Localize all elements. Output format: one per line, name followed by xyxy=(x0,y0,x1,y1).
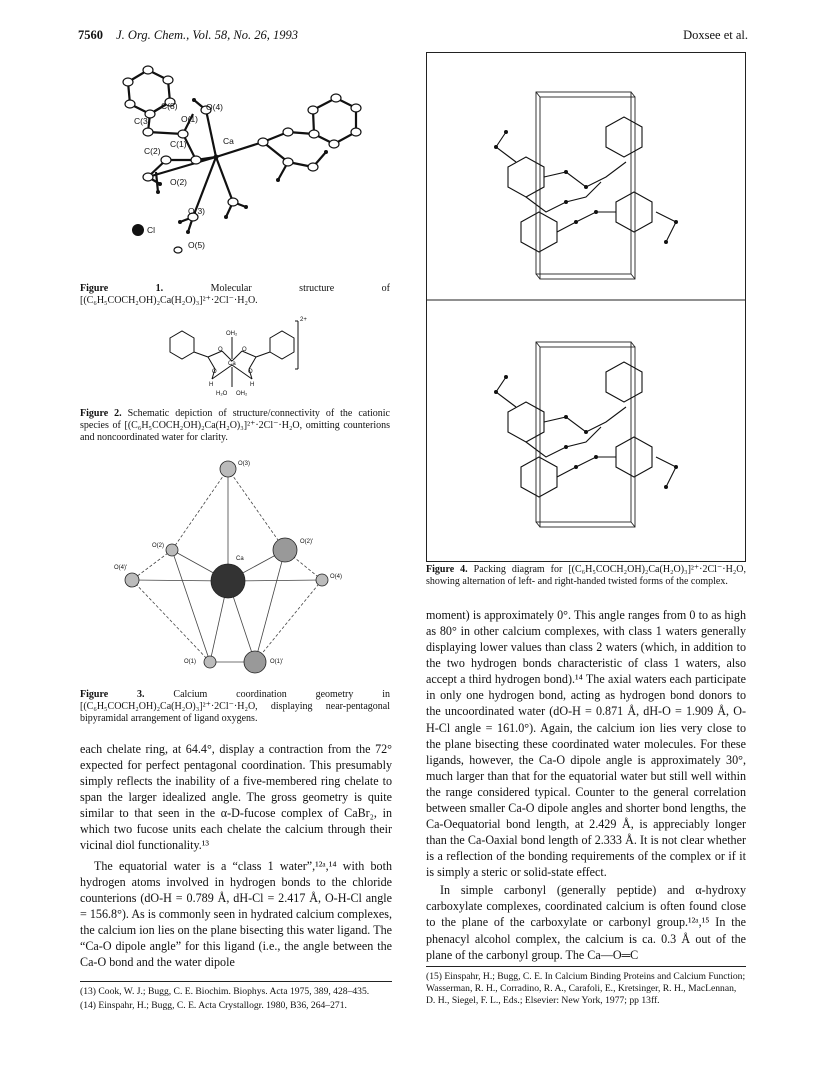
figure1-caption-label: Figure 1. xyxy=(80,283,164,294)
running-header xyxy=(78,28,748,46)
f1-label-ca: Ca xyxy=(223,136,234,146)
f1-label-o4: O(4) xyxy=(206,102,223,112)
figure2-schematic xyxy=(160,313,310,397)
figure2-caption-label: Figure 2. xyxy=(80,408,122,419)
left-footnotes xyxy=(80,986,392,1012)
right-footnotes xyxy=(426,971,746,1007)
page-number: 7560 xyxy=(78,28,103,42)
f2-label-oh2-bottom: OH₂ xyxy=(236,391,248,397)
figure1-structure xyxy=(88,52,398,257)
f2-label-o2: O xyxy=(242,347,247,353)
f1-label-c1: C(1) xyxy=(170,139,187,149)
right-footnote-rule xyxy=(426,966,746,967)
figure1-caption-text: Molecular structure of [(C₆H₅COCH₂OH)₂Ca(H₂O)₃]²⁺·2Cl⁻·H₂O. xyxy=(80,283,390,307)
f2-label-h-right: H xyxy=(250,382,255,388)
f1-label-o5: O(5) xyxy=(188,240,205,250)
running-author: Doxsee et al. xyxy=(683,28,748,42)
figure4-caption-text: Packing diagram for [(C₆H₅COCH₂OH)₂Ca(H₂O)₃]²⁺·2Cl⁻·H₂O, showing alternation of left- and right-handed twisted forms of the complex. xyxy=(426,564,746,588)
f1-label-cl: Cl xyxy=(147,225,156,235)
journal-citation: J. Org. Chem., Vol. 58, No. 26, 1993 xyxy=(116,28,298,42)
f2-label-h2o-bottom: H₂O xyxy=(216,391,228,397)
f1-label-c3: C(3) xyxy=(134,116,151,126)
right-paragraph-1: moment) is approximately 0°. This angle ranges from 0 to as high as 80° in other calcium complexes, with class 1 waters generally displaying lower values than class 2 waters (which, in addition to the two hydrogen bonds characteristic of class 1 waters, also accept a third hydrogen bond).¹⁴ The axial waters each participate in only one hydrogen bond, acting as hydrogen bond donors to the uncoordinated water (dO-H = 0.871 Å, dH-O = 1.909 Å, O-H-Cl angle = 161.0°). Again, the calcium ion lies very close to the plane bisecting these coordinated water molecules. For these ligands, however, the Ca-O dipole angle is approximately 30°, much larger than that for the equatorial water but still well within the range considered typical. Counter to the general correlation between smaller Ca-O dipole angles and shorter bond lengths, the Ca-Oequatorial bond length, at 2.429 Å, is appreciably longer than the Ca-Oaxial bond length of 2.333 Å. It is not clear whether is a reflection of the bonding requirements of the complex or if it is simply a steric or solid-state effect. xyxy=(426,608,746,880)
f2-label-h-left: H xyxy=(209,382,214,388)
figure4-packing-diagram xyxy=(426,52,746,562)
header-left xyxy=(78,28,298,43)
figure4-caption-label: Figure 4. xyxy=(426,564,468,575)
right-column-body xyxy=(426,607,746,963)
left-paragraph-2: The equatorial water is a “class 1 water”,¹²ᵃ,¹⁴ with both hydrogen atoms involved in hydrogen bonds to the chloride counterions (dO-H = 0.789 Å, dH-Cl = 2.417 Å, O-H-Cl angle = 156.8°). As is commonly seen in hydrated calcium complexes, the calcium ion lies on the plane bisecting this water ligand. The “Ca-O dipole angle” for this ligand (i.e., the angle between the Ca-O bond and the water dipole xyxy=(80,858,392,970)
f1-label-o2: O(2) xyxy=(170,177,187,187)
f3-label-o4: O(4) xyxy=(330,574,342,580)
left-paragraph-1: each chelate ring, at 64.4°, display a contraction from the 72° expected for perfect pentagonal coordination. This presumably simply reflects the inability of a five-membered ring chelate to span the larger idealized angle. The gross geometry is quite similar to that seen in the α-D-fucose complex of CaBr₂, in which two fucose units each chelate the calcium through their vicinal diol functionality.¹³ xyxy=(80,742,392,853)
f1-label-o3: O(3) xyxy=(188,206,205,216)
f3-label-o2: O(2) xyxy=(152,543,164,549)
right-paragraph-2: In simple carbonyl (generally peptide) and α-hydroxy carboxylate complexes, coordinated calcium is often found close to the plane of the carboxylate or carbonyl group.¹²ᵃ,¹⁵ In the phenacyl alcohol complex, the calcium is ca. 0.3 Å out of the plane of the carbonyl group. The Ca—O═C xyxy=(426,883,746,962)
f2-label-o1: O xyxy=(218,347,223,353)
footnote-14: (14) Einspahr, H.; Bugg, C. E. Acta Crystallogr. 1980, B36, 264–271. xyxy=(80,999,347,1011)
left-column-body xyxy=(80,741,392,970)
f3-label-o2prime: O(2)' xyxy=(300,539,314,545)
figure1-caption xyxy=(80,283,390,307)
footnote-15: (15) Einspahr, H.; Bugg, C. E. In Calcium Binding Proteins and Calcium Function; Wasserman, R. H., Corradino, R. A., Carafoli, E., Kretsinger, R. H., MacLennan, D. H., Siegel, F. L., Eds.; Elsevier: New York, 1977; pp 13ff. xyxy=(426,971,746,1006)
figure3-caption-label: Figure 3. xyxy=(80,689,145,700)
f3-label-ca: Ca xyxy=(236,556,244,562)
figure2-caption-text: Schematic depiction of structure/connectivity of the cationic species of [(C₆H₅COCH₂OH)₂Ca(H₂O)₃]²⁺·2Cl⁻·H₂O, omitting counterions and noncoordinated water for clarity. xyxy=(80,408,390,444)
f2-charge: 2+ xyxy=(300,317,307,323)
figure3-caption xyxy=(80,689,390,726)
f1-label-c2: C(2) xyxy=(144,146,161,156)
f1-label-o1: O(1) xyxy=(181,114,198,124)
f2-label-oh2-top: OH₂ xyxy=(226,331,238,337)
f1-label-c8: C(8) xyxy=(161,101,178,111)
figure4-caption xyxy=(426,564,746,588)
left-footnote-rule xyxy=(80,981,392,982)
f2-label-o4: O xyxy=(248,369,253,375)
f2-label-o3: O xyxy=(212,369,217,375)
f3-label-o3: O(3) xyxy=(238,461,250,467)
footnote-13: (13) Cook, W. J.; Bugg, C. E. Biochim. Biophys. Acta 1975, 389, 428–435. xyxy=(80,986,370,997)
figure3-caption-text: Calcium coordination geometry in [(C₆H₅COCH₂OH)₂Ca(H₂O)₃]²⁺·2Cl⁻·H₂O, displaying near-pentagonal bipyramidal arrangement of ligand oxygens. xyxy=(80,689,390,725)
figure3-geometry xyxy=(110,455,350,677)
f3-label-o1: O(1) xyxy=(184,659,196,665)
f3-label-o4prime: O(4)' xyxy=(114,565,128,571)
f2-label-ca: Ca xyxy=(228,361,236,367)
f3-label-o1prime: O(1)' xyxy=(270,659,284,665)
figure2-caption xyxy=(80,408,390,445)
